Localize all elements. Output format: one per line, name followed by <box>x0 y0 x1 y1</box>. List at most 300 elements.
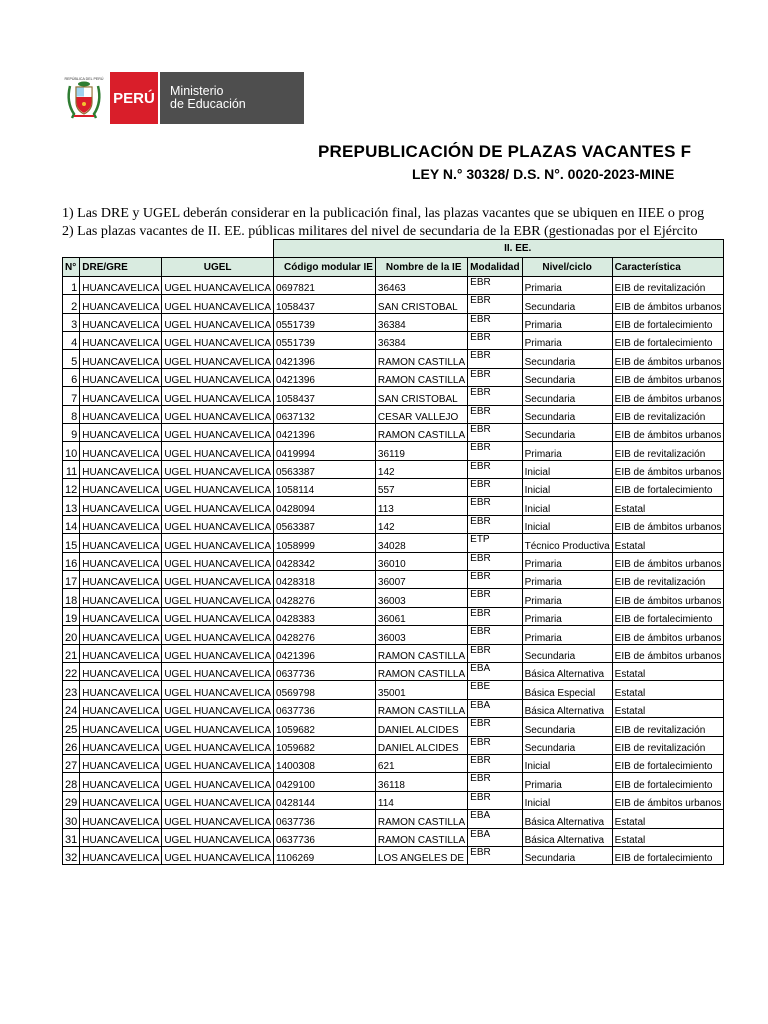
table-row <box>63 387 724 405</box>
cell-ugel: UGEL HUANCAVELICA <box>162 791 274 809</box>
table-row <box>63 497 724 515</box>
cell-ugel: UGEL HUANCAVELICA <box>162 736 274 754</box>
cell-ugel: UGEL HUANCAVELICA <box>162 589 274 607</box>
cell-nombre: 621 <box>375 754 467 772</box>
cell-n: 10 <box>63 442 80 460</box>
cell-codigo: 0569798 <box>274 681 376 699</box>
cell-caracteristica: EIB de revitalización <box>612 571 724 589</box>
cell-codigo: 1059682 <box>274 736 376 754</box>
cell-modalidad: EBR <box>468 607 522 625</box>
cell-nombre: 36061 <box>375 607 467 625</box>
table-row <box>63 571 724 589</box>
cell-nivel: Inicial <box>522 479 612 497</box>
ministry-line2: de Educación <box>170 97 246 111</box>
cell-n: 14 <box>63 515 80 533</box>
cell-nivel: Básica Alternativa <box>522 810 612 828</box>
cell-ugel: UGEL HUANCAVELICA <box>162 699 274 717</box>
cell-ugel: UGEL HUANCAVELICA <box>162 350 274 368</box>
cell-caracteristica: Estatal <box>612 699 724 717</box>
cell-nombre: SAN CRISTOBAL <box>375 295 467 313</box>
cell-modalidad: EBR <box>468 754 522 772</box>
cell-nivel: Inicial <box>522 497 612 515</box>
cell-codigo: 0428318 <box>274 571 376 589</box>
cell-codigo: 0421396 <box>274 644 376 662</box>
document-subtitle: LEY N.° 30328/ D.S. N°. 0020-2023-MINE <box>412 166 675 182</box>
cell-dre: HUANCAVELICA <box>80 387 162 405</box>
table-row <box>63 534 724 552</box>
cell-dre: HUANCAVELICA <box>80 295 162 313</box>
cell-caracteristica: Estatal <box>612 681 724 699</box>
cell-codigo: 1058114 <box>274 479 376 497</box>
table-row <box>63 736 724 754</box>
cell-codigo: 0421396 <box>274 368 376 386</box>
cell-caracteristica: EIB de fortalecimiento <box>612 773 724 791</box>
cell-modalidad: EBR <box>468 368 522 386</box>
cell-codigo: 0637132 <box>274 405 376 423</box>
cell-dre: HUANCAVELICA <box>80 810 162 828</box>
cell-modalidad: EBR <box>468 644 522 662</box>
cell-n: 31 <box>63 828 80 846</box>
cell-nombre: RAMON CASTILLA <box>375 662 467 680</box>
cell-nombre: 36007 <box>375 571 467 589</box>
cell-codigo: 0563387 <box>274 515 376 533</box>
cell-modalidad: EBR <box>468 313 522 331</box>
cell-modalidad: EBR <box>468 552 522 570</box>
cell-modalidad: EBE <box>468 681 522 699</box>
cell-nivel: Primaria <box>522 331 612 349</box>
cell-ugel: UGEL HUANCAVELICA <box>162 626 274 644</box>
cell-nivel: Primaria <box>522 773 612 791</box>
cell-modalidad: EBR <box>468 460 522 478</box>
cell-ugel: UGEL HUANCAVELICA <box>162 295 274 313</box>
cell-dre: HUANCAVELICA <box>80 699 162 717</box>
cell-nombre: DANIEL ALCIDES <box>375 736 467 754</box>
cell-nivel: Secundaria <box>522 350 612 368</box>
cell-ugel: UGEL HUANCAVELICA <box>162 405 274 423</box>
cell-caracteristica: EIB de ámbitos urbanos <box>612 791 724 809</box>
cell-nivel: Primaria <box>522 607 612 625</box>
cell-n: 8 <box>63 405 80 423</box>
cell-modalidad: EBR <box>468 773 522 791</box>
cell-nivel: Básica Alternativa <box>522 699 612 717</box>
table-row <box>63 423 724 441</box>
cell-caracteristica: EIB de fortalecimiento <box>612 479 724 497</box>
cell-nivel: Secundaria <box>522 295 612 313</box>
table-row <box>63 626 724 644</box>
cell-caracteristica: EIB de fortalecimiento <box>612 331 724 349</box>
table-row <box>63 662 724 680</box>
cell-caracteristica: EIB de ámbitos urbanos <box>612 515 724 533</box>
cell-dre: HUANCAVELICA <box>80 423 162 441</box>
cell-dre: HUANCAVELICA <box>80 552 162 570</box>
cell-codigo: 0428383 <box>274 607 376 625</box>
cell-codigo: 1058437 <box>274 295 376 313</box>
cell-n: 5 <box>63 350 80 368</box>
cell-caracteristica: Estatal <box>612 534 724 552</box>
cell-ugel: UGEL HUANCAVELICA <box>162 387 274 405</box>
cell-nombre: RAMON CASTILLA <box>375 644 467 662</box>
cell-caracteristica: Estatal <box>612 497 724 515</box>
cell-codigo: 0563387 <box>274 460 376 478</box>
cell-modalidad: EBR <box>468 276 522 294</box>
cell-codigo: 1400308 <box>274 754 376 772</box>
cell-caracteristica: EIB de ámbitos urbanos <box>612 368 724 386</box>
cell-caracteristica: EIB de ámbitos urbanos <box>612 460 724 478</box>
cell-dre: HUANCAVELICA <box>80 644 162 662</box>
cell-modalidad: EBA <box>468 699 522 717</box>
cell-ugel: UGEL HUANCAVELICA <box>162 810 274 828</box>
cell-modalidad: EBR <box>468 295 522 313</box>
cell-nivel: Secundaria <box>522 405 612 423</box>
cell-nivel: Primaria <box>522 276 612 294</box>
cell-caracteristica: EIB de revitalización <box>612 736 724 754</box>
cell-codigo: 1059682 <box>274 718 376 736</box>
cell-nombre: 36003 <box>375 626 467 644</box>
cell-nivel: Inicial <box>522 791 612 809</box>
cell-n: 3 <box>63 313 80 331</box>
cell-ugel: UGEL HUANCAVELICA <box>162 773 274 791</box>
cell-n: 11 <box>63 460 80 478</box>
table-row <box>63 718 724 736</box>
cell-caracteristica: EIB de ámbitos urbanos <box>612 589 724 607</box>
table-row <box>63 846 724 864</box>
cell-n: 16 <box>63 552 80 570</box>
cell-caracteristica: EIB de revitalización <box>612 405 724 423</box>
cell-dre: HUANCAVELICA <box>80 736 162 754</box>
table-row <box>63 442 724 460</box>
cell-codigo: 0697821 <box>274 276 376 294</box>
table-row <box>63 368 724 386</box>
cell-nombre: 36384 <box>375 331 467 349</box>
cell-ugel: UGEL HUANCAVELICA <box>162 442 274 460</box>
table-row <box>63 754 724 772</box>
cell-modalidad: EBR <box>468 791 522 809</box>
cell-ugel: UGEL HUANCAVELICA <box>162 313 274 331</box>
cell-n: 2 <box>63 295 80 313</box>
cell-modalidad: EBR <box>468 589 522 607</box>
cell-caracteristica: Estatal <box>612 662 724 680</box>
cell-dre: HUANCAVELICA <box>80 773 162 791</box>
cell-n: 19 <box>63 607 80 625</box>
cell-codigo: 1106269 <box>274 846 376 864</box>
cell-nivel: Secundaria <box>522 736 612 754</box>
cell-caracteristica: EIB de fortalecimiento <box>612 754 724 772</box>
cell-nombre: 36003 <box>375 589 467 607</box>
table-row <box>63 460 724 478</box>
cell-ugel: UGEL HUANCAVELICA <box>162 681 274 699</box>
cell-n: 22 <box>63 662 80 680</box>
cell-codigo: 0551739 <box>274 331 376 349</box>
cell-nombre: 36119 <box>375 442 467 460</box>
table-row <box>63 589 724 607</box>
cell-nombre: RAMON CASTILLA <box>375 423 467 441</box>
cell-ugel: UGEL HUANCAVELICA <box>162 331 274 349</box>
cell-caracteristica: EIB de revitalización <box>612 442 724 460</box>
document-title: PREPUBLICACIÓN DE PLAZAS VACANTES F <box>318 142 692 161</box>
cell-nivel: Secundaria <box>522 644 612 662</box>
table-row <box>63 828 724 846</box>
cell-codigo: 0428276 <box>274 589 376 607</box>
group-header-ie: II. EE. <box>274 240 724 258</box>
cell-codigo: 0428094 <box>274 497 376 515</box>
cell-caracteristica: EIB de revitalización <box>612 718 724 736</box>
cell-dre: HUANCAVELICA <box>80 571 162 589</box>
cell-nivel: Secundaria <box>522 423 612 441</box>
cell-dre: HUANCAVELICA <box>80 626 162 644</box>
cell-nivel: Secundaria <box>522 718 612 736</box>
cell-modalidad: EBR <box>468 626 522 644</box>
cell-nombre: RAMON CASTILLA <box>375 350 467 368</box>
cell-nivel: Primaria <box>522 571 612 589</box>
cell-n: 24 <box>63 699 80 717</box>
cell-nivel: Secundaria <box>522 368 612 386</box>
cell-codigo: 0428276 <box>274 626 376 644</box>
cell-nivel: Primaria <box>522 313 612 331</box>
cell-caracteristica: EIB de fortalecimiento <box>612 607 724 625</box>
cell-nombre: 34028 <box>375 534 467 552</box>
cell-modalidad: EBR <box>468 331 522 349</box>
cell-ugel: UGEL HUANCAVELICA <box>162 828 274 846</box>
table-body <box>63 276 724 865</box>
cell-n: 6 <box>63 368 80 386</box>
cell-nombre: 36463 <box>375 276 467 294</box>
cell-dre: HUANCAVELICA <box>80 313 162 331</box>
cell-modalidad: EBR <box>468 736 522 754</box>
cell-nombre: 114 <box>375 791 467 809</box>
table-row <box>63 350 724 368</box>
cell-nivel: Básica Alternativa <box>522 828 612 846</box>
cell-ugel: UGEL HUANCAVELICA <box>162 552 274 570</box>
cell-modalidad: EBR <box>468 405 522 423</box>
cell-n: 27 <box>63 754 80 772</box>
cell-modalidad: EBA <box>468 828 522 846</box>
peru-brand: PERÚ <box>110 72 158 124</box>
cell-ugel: UGEL HUANCAVELICA <box>162 423 274 441</box>
cell-ugel: UGEL HUANCAVELICA <box>162 607 274 625</box>
cell-dre: HUANCAVELICA <box>80 681 162 699</box>
column-header-row <box>63 258 724 276</box>
cell-n: 28 <box>63 773 80 791</box>
cell-nombre: CESAR VALLEJO <box>375 405 467 423</box>
cell-modalidad: EBR <box>468 718 522 736</box>
cell-nivel: Secundaria <box>522 846 612 864</box>
table-row <box>63 515 724 533</box>
cell-caracteristica: EIB de ámbitos urbanos <box>612 423 724 441</box>
cell-ugel: UGEL HUANCAVELICA <box>162 718 274 736</box>
cell-codigo: 0637736 <box>274 662 376 680</box>
col-header-nivel: Nivel/ciclo <box>522 258 612 276</box>
cell-codigo: 0637736 <box>274 699 376 717</box>
cell-dre: HUANCAVELICA <box>80 718 162 736</box>
cell-caracteristica: Estatal <box>612 810 724 828</box>
cell-codigo: 0428342 <box>274 552 376 570</box>
cell-n: 20 <box>63 626 80 644</box>
table-row <box>63 644 724 662</box>
cell-caracteristica: EIB de ámbitos urbanos <box>612 626 724 644</box>
cell-dre: HUANCAVELICA <box>80 368 162 386</box>
cell-n: 32 <box>63 846 80 864</box>
cell-nivel: Básica Alternativa <box>522 662 612 680</box>
cell-n: 15 <box>63 534 80 552</box>
cell-nivel: Primaria <box>522 589 612 607</box>
cell-ugel: UGEL HUANCAVELICA <box>162 644 274 662</box>
cell-nivel: Primaria <box>522 552 612 570</box>
cell-dre: HUANCAVELICA <box>80 607 162 625</box>
cell-nombre: RAMON CASTILLA <box>375 810 467 828</box>
cell-dre: HUANCAVELICA <box>80 515 162 533</box>
col-header-modalidad: Modalidad <box>468 258 522 276</box>
cell-nivel: Inicial <box>522 515 612 533</box>
seal-text: REPÚBLICA DEL PERÚ <box>64 77 104 81</box>
cell-n: 12 <box>63 479 80 497</box>
col-header-nombre: Nombre de la IE <box>375 258 467 276</box>
table-row <box>63 699 724 717</box>
note-2: 2) Las plazas vacantes de II. EE. públicas militares del nivel de secundaria de la EBR (gestionadas por el Ejército <box>62 224 698 239</box>
cell-caracteristica: EIB de ámbitos urbanos <box>612 387 724 405</box>
cell-ugel: UGEL HUANCAVELICA <box>162 662 274 680</box>
cell-codigo: 0637736 <box>274 828 376 846</box>
cell-dre: HUANCAVELICA <box>80 828 162 846</box>
cell-modalidad: EBR <box>468 387 522 405</box>
cell-dre: HUANCAVELICA <box>80 754 162 772</box>
cell-n: 29 <box>63 791 80 809</box>
table-row <box>63 405 724 423</box>
cell-dre: HUANCAVELICA <box>80 442 162 460</box>
cell-codigo: 0419994 <box>274 442 376 460</box>
cell-nombre: 557 <box>375 479 467 497</box>
cell-n: 23 <box>63 681 80 699</box>
cell-ugel: UGEL HUANCAVELICA <box>162 515 274 533</box>
table-row <box>63 479 724 497</box>
cell-modalidad: EBA <box>468 810 522 828</box>
table-row <box>63 552 724 570</box>
cell-nombre: 36384 <box>375 313 467 331</box>
cell-codigo: 1058437 <box>274 387 376 405</box>
cell-caracteristica: EIB de ámbitos urbanos <box>612 350 724 368</box>
cell-modalidad: EBR <box>468 350 522 368</box>
cell-dre: HUANCAVELICA <box>80 662 162 680</box>
cell-nivel: Básica Especial <box>522 681 612 699</box>
cell-nombre: 35001 <box>375 681 467 699</box>
cell-caracteristica: EIB de revitalización <box>612 276 724 294</box>
col-header-codigo: Código modular IE <box>274 258 376 276</box>
cell-modalidad: EBR <box>468 846 522 864</box>
cell-ugel: UGEL HUANCAVELICA <box>162 571 274 589</box>
table-row <box>63 681 724 699</box>
cell-dre: HUANCAVELICA <box>80 479 162 497</box>
cell-n: 25 <box>63 718 80 736</box>
cell-nombre: 36118 <box>375 773 467 791</box>
table-row <box>63 295 724 313</box>
cell-caracteristica: EIB de fortalecimiento <box>612 846 724 864</box>
cell-codigo: 0421396 <box>274 350 376 368</box>
cell-codigo: 0428144 <box>274 791 376 809</box>
cell-nivel: Primaria <box>522 626 612 644</box>
cell-nivel: Primaria <box>522 442 612 460</box>
cell-codigo: 0429100 <box>274 773 376 791</box>
cell-nombre: 113 <box>375 497 467 515</box>
cell-caracteristica: Estatal <box>612 828 724 846</box>
cell-codigo: 1058999 <box>274 534 376 552</box>
cell-ugel: UGEL HUANCAVELICA <box>162 368 274 386</box>
cell-dre: HUANCAVELICA <box>80 534 162 552</box>
col-header-caracteristica: Característica <box>612 258 724 276</box>
cell-modalidad: ETP <box>468 534 522 552</box>
cell-n: 1 <box>63 276 80 294</box>
cell-ugel: UGEL HUANCAVELICA <box>162 276 274 294</box>
cell-nivel: Inicial <box>522 754 612 772</box>
cell-nombre: 142 <box>375 460 467 478</box>
table-row <box>63 313 724 331</box>
cell-caracteristica: EIB de ámbitos urbanos <box>612 552 724 570</box>
cell-codigo: 0637736 <box>274 810 376 828</box>
cell-n: 17 <box>63 571 80 589</box>
cell-dre: HUANCAVELICA <box>80 331 162 349</box>
cell-nombre: RAMON CASTILLA <box>375 828 467 846</box>
cell-n: 26 <box>63 736 80 754</box>
cell-modalidad: EBA <box>468 662 522 680</box>
cell-modalidad: EBR <box>468 497 522 515</box>
cell-n: 18 <box>63 589 80 607</box>
cell-nombre: 36010 <box>375 552 467 570</box>
vacancies-table <box>62 239 724 865</box>
col-header-ugel: UGEL <box>162 258 274 276</box>
col-header-n: N° <box>63 258 80 276</box>
cell-dre: HUANCAVELICA <box>80 276 162 294</box>
cell-dre: HUANCAVELICA <box>80 791 162 809</box>
note-1: 1) Las DRE y UGEL deberán considerar en la publicación final, las plazas vacantes que se ubiquen en IIEE o prog <box>62 206 705 221</box>
table-row <box>63 791 724 809</box>
cell-dre: HUANCAVELICA <box>80 589 162 607</box>
cell-dre: HUANCAVELICA <box>80 350 162 368</box>
cell-modalidad: EBR <box>468 423 522 441</box>
cell-dre: HUANCAVELICA <box>80 497 162 515</box>
cell-nivel: Técnico Productiva <box>522 534 612 552</box>
cell-n: 4 <box>63 331 80 349</box>
cell-modalidad: EBR <box>468 571 522 589</box>
table-row <box>63 276 724 294</box>
cell-nombre: RAMON CASTILLA <box>375 699 467 717</box>
cell-dre: HUANCAVELICA <box>80 405 162 423</box>
cell-codigo: 0421396 <box>274 423 376 441</box>
cell-modalidad: EBR <box>468 515 522 533</box>
cell-dre: HUANCAVELICA <box>80 846 162 864</box>
cell-nombre: 142 <box>375 515 467 533</box>
cell-nombre: LOS ANGELES DE <box>375 846 467 864</box>
cell-n: 21 <box>63 644 80 662</box>
cell-ugel: UGEL HUANCAVELICA <box>162 460 274 478</box>
group-header-row <box>63 240 724 258</box>
cell-modalidad: EBR <box>468 479 522 497</box>
table-row <box>63 331 724 349</box>
cell-n: 30 <box>63 810 80 828</box>
cell-nombre: DANIEL ALCIDES <box>375 718 467 736</box>
cell-caracteristica: EIB de fortalecimiento <box>612 313 724 331</box>
cell-nivel: Inicial <box>522 460 612 478</box>
cell-ugel: UGEL HUANCAVELICA <box>162 479 274 497</box>
cell-caracteristica: EIB de ámbitos urbanos <box>612 644 724 662</box>
cell-nivel: Secundaria <box>522 387 612 405</box>
cell-dre: HUANCAVELICA <box>80 460 162 478</box>
cell-ugel: UGEL HUANCAVELICA <box>162 497 274 515</box>
cell-ugel: UGEL HUANCAVELICA <box>162 534 274 552</box>
cell-ugel: UGEL HUANCAVELICA <box>162 754 274 772</box>
cell-n: 9 <box>63 423 80 441</box>
table-row <box>63 810 724 828</box>
cell-n: 7 <box>63 387 80 405</box>
cell-nombre: RAMON CASTILLA <box>375 368 467 386</box>
cell-caracteristica: EIB de ámbitos urbanos <box>612 295 724 313</box>
